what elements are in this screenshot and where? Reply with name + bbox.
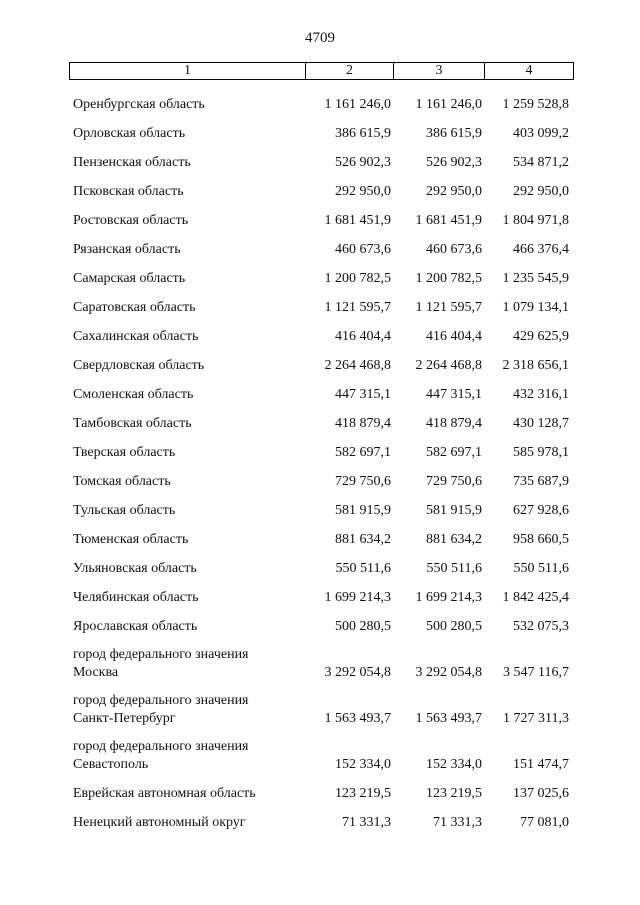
table-row: [0, 608, 640, 637]
region-name: [0, 473, 303, 491]
column-header-table: [69, 62, 574, 80]
value-col-2: 123 219,5: [335, 786, 391, 801]
column-header-3: 3: [394, 63, 485, 80]
value-col-2: 3 292 054,8: [324, 665, 391, 680]
region-name-line: Самарская область: [73, 271, 186, 286]
value-col-3: 123 219,5: [426, 786, 482, 801]
value-col-2: 1 161 246,0: [324, 97, 391, 112]
region-name-line: Смоленская область: [73, 387, 194, 402]
region-name: [0, 738, 303, 774]
value-col-4: 403 099,2: [513, 126, 569, 141]
column-header-4: 4: [485, 63, 574, 80]
value-col-4: 585 978,1: [513, 445, 569, 460]
region-name-line: город федерального значения: [73, 647, 249, 662]
region-name-line: Ярославская область: [73, 619, 198, 634]
value-col-4: 77 081,0: [520, 815, 569, 830]
region-name: [0, 212, 303, 230]
column-header-2: 2: [306, 63, 394, 80]
value-col-3: 1 161 246,0: [415, 97, 482, 112]
table-row: [0, 521, 640, 550]
value-col-4: 534 871,2: [513, 155, 569, 170]
column-header-row: [70, 63, 574, 80]
region-name-line: Тульская область: [73, 503, 176, 518]
value-col-3: 292 950,0: [426, 184, 482, 199]
value-col-3: 416 404,4: [426, 329, 482, 344]
value-col-3: 1 699 214,3: [415, 590, 482, 605]
value-col-4: 429 625,9: [513, 329, 569, 344]
table-row: [0, 289, 640, 318]
table-row: [0, 434, 640, 463]
table-row: [0, 550, 640, 579]
value-col-3: 550 511,6: [426, 561, 482, 576]
region-name-line: город федерального значения: [73, 693, 249, 708]
value-col-3: 447 315,1: [426, 387, 482, 402]
region-name-line: Ненецкий автономный округ: [73, 815, 246, 830]
table-row: [0, 260, 640, 289]
table-row: [0, 729, 640, 775]
value-col-2: 416 404,4: [335, 329, 391, 344]
value-col-2: 386 615,9: [335, 126, 391, 141]
value-col-3: 500 280,5: [426, 619, 482, 634]
value-col-4: 466 376,4: [513, 242, 569, 257]
value-col-4: 1 079 134,1: [502, 300, 569, 315]
table-row: [0, 347, 640, 376]
region-name-line: Еврейская автономная область: [73, 786, 256, 801]
page-number: 4709: [305, 30, 335, 46]
value-col-4: 3 547 116,7: [503, 665, 569, 680]
value-col-4: 1 259 528,8: [502, 97, 569, 112]
region-name: [0, 241, 303, 259]
table-row: [0, 144, 640, 173]
region-name-line: Орловская область: [73, 126, 186, 141]
region-name-line: Сахалинская область: [73, 329, 199, 344]
value-col-4: 432 316,1: [513, 387, 569, 402]
region-name-line: Свердловская область: [73, 358, 205, 373]
table-row: [0, 202, 640, 231]
region-name-line: Псковская область: [73, 184, 184, 199]
table-row: [0, 579, 640, 608]
region-name-line: Пензенская область: [73, 155, 191, 170]
table-row: [0, 492, 640, 521]
region-name: [0, 183, 303, 201]
value-col-2: 1 563 493,7: [324, 711, 391, 726]
value-col-4: 1 727 311,3: [503, 711, 569, 726]
region-name: [0, 814, 303, 832]
table-row: [0, 173, 640, 202]
value-col-2: 550 511,6: [335, 561, 391, 576]
region-name-line: Тверская область: [73, 445, 176, 460]
table-body: [0, 86, 640, 833]
table-row: [0, 637, 640, 683]
region-name: [0, 618, 303, 636]
column-header-1: 1: [70, 63, 306, 80]
value-col-3: 152 334,0: [426, 757, 482, 772]
value-col-4: 735 687,9: [513, 474, 569, 489]
region-name-line: Рязанская область: [73, 242, 181, 257]
value-col-2: 460 673,6: [335, 242, 391, 257]
value-col-3: 1 681 451,9: [415, 213, 482, 228]
value-col-3: 729 750,6: [426, 474, 482, 489]
value-col-2: 582 697,1: [335, 445, 391, 460]
table-row: [0, 86, 640, 115]
value-col-3: 1 563 493,7: [415, 711, 482, 726]
value-col-2: 292 950,0: [335, 184, 391, 199]
region-name: [0, 589, 303, 607]
table-row: [0, 463, 640, 492]
region-name: [0, 328, 303, 346]
region-name-line: Саратовская область: [73, 300, 196, 315]
value-col-3: 460 673,6: [426, 242, 482, 257]
value-col-3: 3 292 054,8: [415, 665, 482, 680]
table-row: [0, 376, 640, 405]
value-col-3: 418 879,4: [426, 416, 482, 431]
value-col-3: 581 915,9: [426, 503, 482, 518]
table-row: [0, 683, 640, 729]
value-col-2: 1 699 214,3: [324, 590, 391, 605]
region-name-line: Оренбургская область: [73, 97, 205, 112]
region-name-line: Томская область: [73, 474, 171, 489]
value-col-2: 418 879,4: [335, 416, 391, 431]
value-col-2: 581 915,9: [335, 503, 391, 518]
value-col-4: 1 804 971,8: [502, 213, 569, 228]
region-name: [0, 299, 303, 317]
region-name-line: Челябинская область: [73, 590, 199, 605]
value-col-4: 2 318 656,1: [502, 358, 569, 373]
value-col-2: 71 331,3: [342, 815, 391, 830]
region-name: [0, 357, 303, 375]
region-name-line: Москва: [73, 665, 119, 680]
region-name: [0, 270, 303, 288]
table-row: [0, 318, 640, 347]
region-name-line: Тамбовская область: [73, 416, 192, 431]
value-col-4: 550 511,6: [513, 561, 569, 576]
value-col-4: 292 950,0: [513, 184, 569, 199]
value-col-4: 151 474,7: [513, 757, 569, 772]
region-name: [0, 502, 303, 520]
value-col-2: 1 121 595,7: [324, 300, 391, 315]
region-name: [0, 646, 303, 682]
value-col-2: 1 200 782,5: [324, 271, 391, 286]
value-col-2: 500 280,5: [335, 619, 391, 634]
region-name: [0, 692, 303, 728]
value-col-2: 526 902,3: [335, 155, 391, 170]
table-row: [0, 775, 640, 804]
region-name-line: Ульяновская область: [73, 561, 197, 576]
region-name: [0, 444, 303, 462]
value-col-2: 1 681 451,9: [324, 213, 391, 228]
value-col-2: 729 750,6: [335, 474, 391, 489]
value-col-4: 137 025,6: [513, 786, 569, 801]
value-col-3: 2 264 468,8: [415, 358, 482, 373]
region-name: [0, 560, 303, 578]
value-col-4: 958 660,5: [513, 532, 569, 547]
value-col-4: 1 235 545,9: [502, 271, 569, 286]
value-col-2: 881 634,2: [335, 532, 391, 547]
region-name-line: Тюменская область: [73, 532, 189, 547]
table-row: [0, 231, 640, 260]
region-name: [0, 386, 303, 404]
value-col-4: 430 128,7: [513, 416, 569, 431]
region-name: [0, 415, 303, 433]
value-col-4: 1 842 425,4: [502, 590, 569, 605]
region-name: [0, 531, 303, 549]
region-name: [0, 154, 303, 172]
value-col-3: 386 615,9: [426, 126, 482, 141]
value-col-4: 532 075,3: [513, 619, 569, 634]
region-name-line: Севастополь: [73, 757, 149, 772]
region-name: [0, 785, 303, 803]
value-col-2: 2 264 468,8: [324, 358, 391, 373]
value-col-3: 1 121 595,7: [415, 300, 482, 315]
value-col-3: 71 331,3: [433, 815, 482, 830]
value-col-3: 1 200 782,5: [415, 271, 482, 286]
value-col-3: 582 697,1: [426, 445, 482, 460]
value-col-4: 627 928,6: [513, 503, 569, 518]
region-name: [0, 96, 303, 114]
value-col-3: 526 902,3: [426, 155, 482, 170]
value-col-2: 447 315,1: [335, 387, 391, 402]
value-col-3: 881 634,2: [426, 532, 482, 547]
table-row: [0, 405, 640, 434]
table-row: [0, 804, 640, 833]
region-name-line: город федерального значения: [73, 739, 249, 754]
value-col-2: 152 334,0: [335, 757, 391, 772]
region-name-line: Ростовская область: [73, 213, 189, 228]
region-name: [0, 125, 303, 143]
region-name-line: Санкт-Петербург: [73, 711, 176, 726]
table-row: [0, 115, 640, 144]
